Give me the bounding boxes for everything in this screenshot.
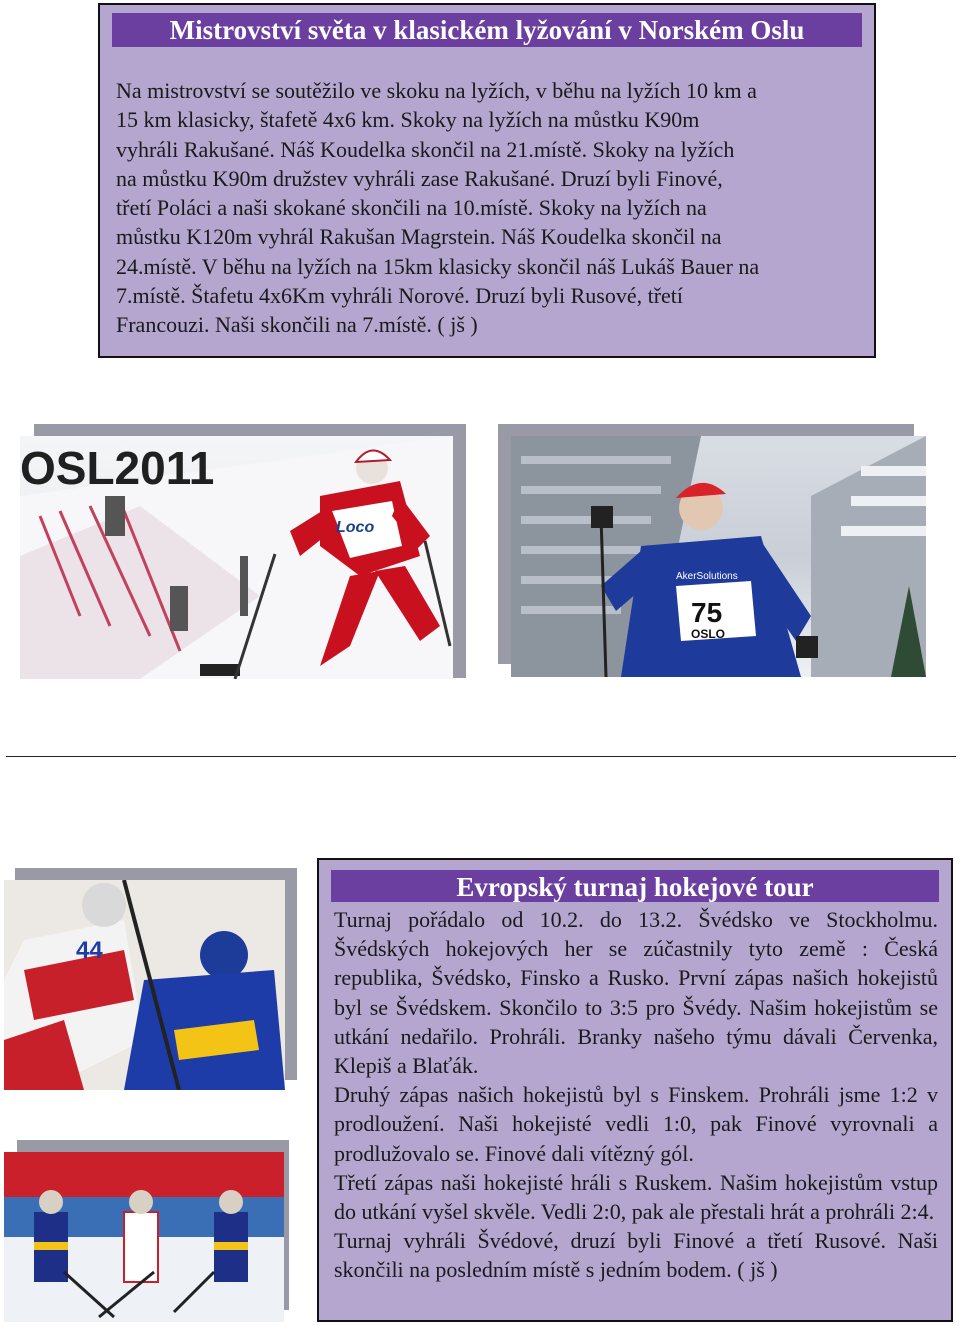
sponsor-text: AkerSolutions	[676, 571, 738, 582]
section-divider	[6, 756, 956, 757]
hockey-game-illustration	[4, 1152, 284, 1322]
skier-portrait-photo	[511, 436, 926, 677]
ski-article-line: 24.místě. V běhu na lyžích na 15km klasicky skončil náš Lukáš Bauer na	[116, 253, 760, 279]
hockey-article-title: Evropský turnaj hokejové tour	[331, 870, 939, 902]
ski-article-line: vyhráli Rakušané. Náš Koudelka skončil na 21.místě. Skoky na lyžích	[116, 136, 735, 162]
bib-text: Loco	[336, 519, 375, 536]
ski-article-line: můstku K120m vyhrál Rakušan Magrstein. Náš Koudelka skončil na	[116, 224, 722, 250]
skier-illustration	[511, 436, 926, 677]
ski-article-line: 7.místě. Štafetu 4x6Km vyhráli Norové. Druzí byli Rusové, třetí	[116, 283, 684, 309]
hockey-article-body	[334, 905, 938, 1285]
hockey-players-illustration	[4, 880, 285, 1090]
ski-article-line: Na mistrovství se soutěžilo ve skoku na lyžích, v běhu na lyžích 10 km a	[116, 78, 757, 103]
ski-article-line: 15 km klasicky, štafetě 4x6 km. Skoky na lyžích na můstku K90m	[116, 107, 700, 133]
ski-race-illustration	[20, 436, 453, 679]
hockey-game-photo	[4, 1152, 284, 1322]
hockey-article-paragraph: Třetí zápas naši hokejisté hráli s Ruskem. Našim hokejistům vstup do utkání vyšel skvěle. Vedli 2:0, pak ale přestali hrát a prohráli 2:4.	[334, 1169, 938, 1225]
hockey-article-paragraph: Turnaj vyhráli Švédové, druzí byli Finové a třetí Rusové. Naši skončili na posledním místě s jedním bodem. ( jš )	[334, 1228, 938, 1283]
ski-article-line: Francouzi. Naši skončili na 7.místě. ( jš )	[116, 312, 478, 338]
bib-city: OSLO	[691, 627, 726, 641]
hockey-article-paragraph: Turnaj pořádalo od 10.2. do 13.2. Švédsko ve Stockholmu. Švédských hokejových her se zúčastnily tyto země : Česká republika, Švédsko, Finsko a Rusko. První zápas našich hokejistů byl se Švédskem. Skončilo to 3:5 pro Švédy. Našim hokejistům se utkání nedařilo. Prohráli. Branky našeho týmu dávali Červenka, Klepiš a Blaťák.	[334, 907, 938, 1079]
ski-article-line: na můstku K90m družstev vyhráli zase Rakušané. Druzí byli Finové,	[116, 165, 723, 191]
ski-championship-article	[98, 3, 876, 358]
jersey-number: 44	[76, 937, 103, 964]
ski-article-body	[116, 76, 861, 340]
oslo-2011-logo-text: OSL2011	[20, 442, 215, 494]
bib-number: 75	[691, 597, 723, 628]
hockey-tour-article	[317, 858, 953, 1322]
hockey-article-paragraph: Druhý zápas našich hokejistů byl s Finskem. Prohráli jsme 1:2 v prodloužení. Naši hokejisté vedli 1:0, pak Finové vyrovnali a prodlužovalo se. Finové dali vítězný gól.	[334, 1082, 938, 1166]
hockey-players-photo	[4, 880, 285, 1090]
ski-article-line: třetí Poláci a naši skokané skončili na 10.místě. Skoky na lyžích na	[116, 195, 707, 221]
ski-race-photo	[20, 436, 453, 679]
ski-article-title: Mistrovství světa v klasickém lyžování v Norském Oslu	[112, 13, 862, 47]
